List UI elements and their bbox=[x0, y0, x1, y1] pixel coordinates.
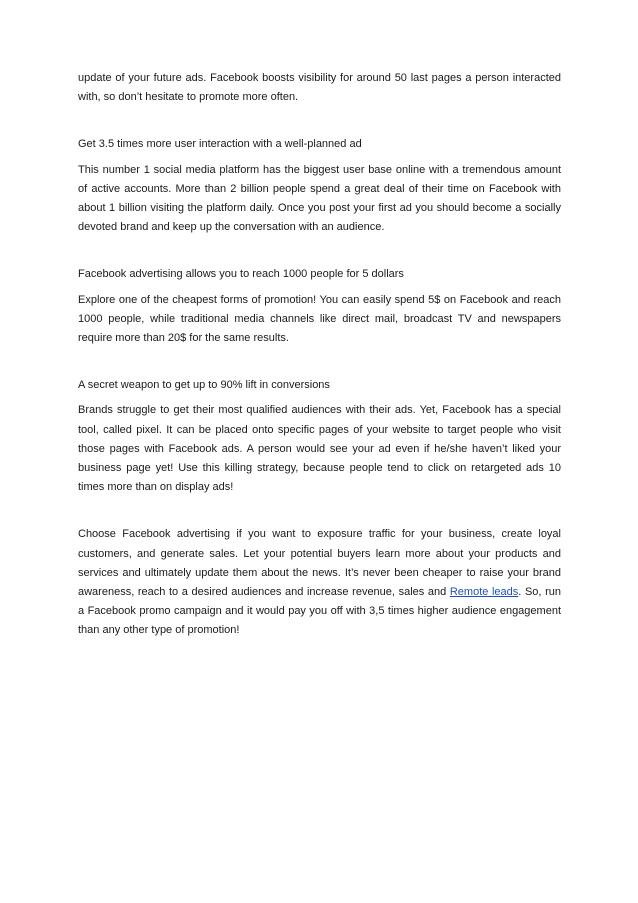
spacer bbox=[78, 237, 561, 265]
remote-leads-link[interactable]: Remote leads bbox=[449, 586, 519, 599]
conclusion-text-after-link: . So, run a Facebook promo campaign and it would pay you off with 3,5 times higher audience engagement than any other type of promotion! bbox=[78, 586, 561, 637]
intro-paragraph: update of your future ads. Facebook boosts visibility for around 50 last pages a person interacted with, so don’t hesitate to promote more often. bbox=[78, 72, 561, 104]
section-heading-interaction: Get 3.5 times more user interaction with a well-planned ad bbox=[78, 138, 362, 151]
conclusion-paragraph bbox=[78, 525, 561, 640]
spacer bbox=[78, 497, 561, 525]
section-body-reach: Explore one of the cheapest forms of promotion! You can easily spend 5$ on Facebook and reach 1000 people, while traditional media channels like direct mail, broadcast TV and newspapers require more than 20$ for the same results. bbox=[78, 293, 561, 345]
conclusion-text-before-link: Choose Facebook advertising if you want to exposure traffic for your business, create loyal customers, and generate sales. Let your potential buyers learn more about your products and services and ultimately update them about the news. It’s never been cheaper to raise your brand awareness, reach to a desired audiences and increase revenue, sales and bbox=[78, 528, 561, 599]
section-heading-reach: Facebook advertising allows you to reach 1000 people for 5 dollars bbox=[78, 268, 404, 281]
section-heading-conversions: A secret weapon to get up to 90% lift in conversions bbox=[78, 379, 330, 392]
section-body-interaction: This number 1 social media platform has the biggest user base online with a tremendous amount of active accounts. More than 2 billion people spend a great deal of their time on Facebook with about 1 billion visiting the platform daily. Once you post your first ad you should become a socially devoted brand and keep up the conversation with an audience. bbox=[78, 163, 561, 234]
document-page bbox=[78, 69, 561, 641]
spacer bbox=[78, 107, 561, 135]
spacer bbox=[78, 348, 561, 376]
section-body-conversions: Brands struggle to get their most qualified audiences with their ads. Yet, Facebook has a special tool, called pixel. It can be placed onto specific pages of your website to target people who visit those pages with Facebook ads. A person would see your ad even if he/she haven’t liked your business page yet! Use this killing strategy, because people tend to click on retargeted ads 10 times more than on display ads! bbox=[78, 404, 561, 494]
